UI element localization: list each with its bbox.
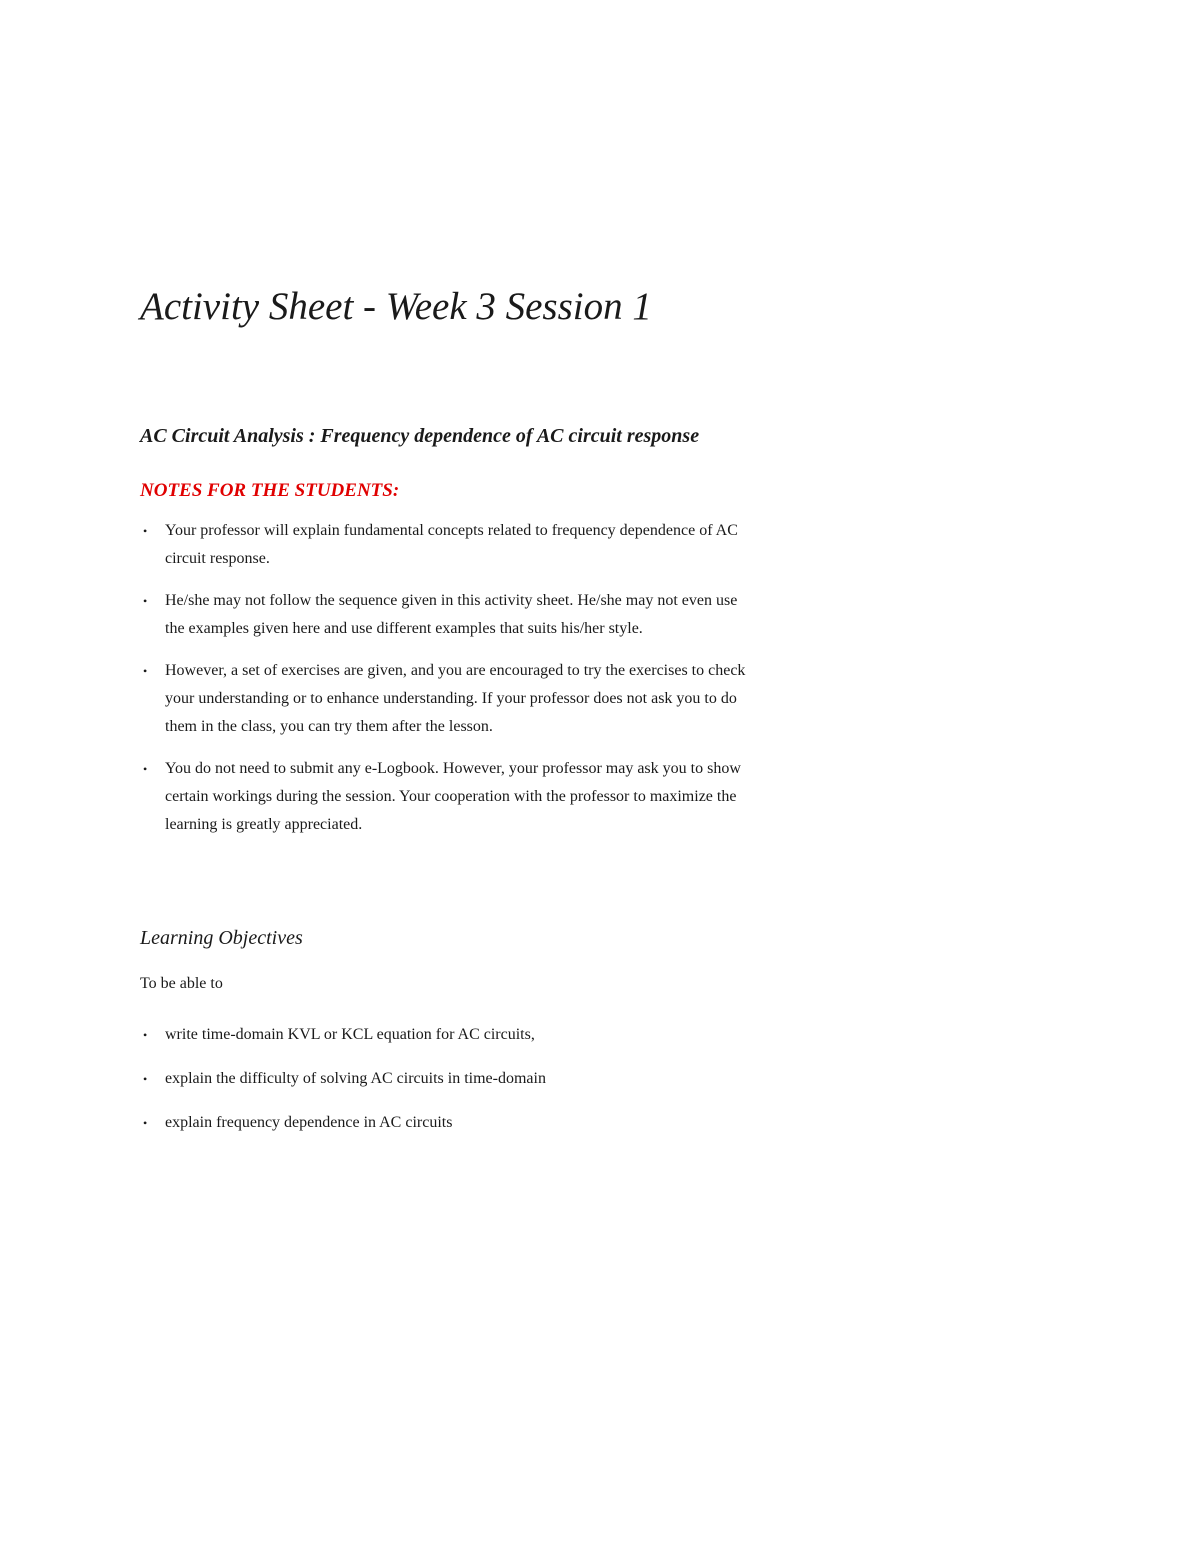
list-item [140, 1021, 760, 1049]
objectives-intro: To be able to [140, 975, 223, 992]
objective-text: explain frequency dependence in AC circuits [165, 1114, 453, 1131]
list-item [140, 755, 760, 839]
objectives-heading: Learning Objectives [140, 927, 303, 949]
list-item [140, 517, 760, 573]
bullet-icon: • [143, 1072, 148, 1086]
bullet-icon: • [143, 1028, 148, 1042]
bullet-icon: • [143, 762, 148, 776]
note-text: You do not need to submit any e-Logbook. However, your professor may ask you to show certain workings during the session. Your cooperation with the professor to maximize the learning is greatly appreciated. [165, 760, 741, 833]
notes-heading: NOTES FOR THE STUDENTS: [140, 480, 400, 501]
document-title: Activity Sheet - Week 3 Session 1 [140, 285, 652, 328]
objectives-list [140, 1021, 760, 1153]
note-text: Your professor will explain fundamental concepts related to frequency dependence of AC circuit response. [165, 522, 738, 567]
list-item [140, 1109, 760, 1137]
objective-text: write time-domain KVL or KCL equation for AC circuits, [165, 1026, 535, 1043]
document-subtitle: AC Circuit Analysis : Frequency dependence of AC circuit response [140, 425, 700, 447]
objective-text: explain the difficulty of solving AC circuits in time-domain [165, 1070, 546, 1087]
list-item [140, 587, 760, 643]
bullet-icon: • [143, 1116, 148, 1130]
list-item [140, 1065, 760, 1093]
bullet-icon: • [143, 594, 148, 608]
list-item [140, 657, 760, 741]
notes-list [140, 517, 760, 853]
bullet-icon: • [143, 664, 148, 678]
note-text: He/she may not follow the sequence given in this activity sheet. He/she may not even use the examples given here and use different examples that suits his/her style. [165, 592, 738, 637]
bullet-icon: • [143, 524, 148, 538]
note-text: However, a set of exercises are given, and you are encouraged to try the exercises to check your understanding or to enhance understanding. If your professor does not ask you to do them in the class, you can try them after the lesson. [165, 662, 746, 735]
